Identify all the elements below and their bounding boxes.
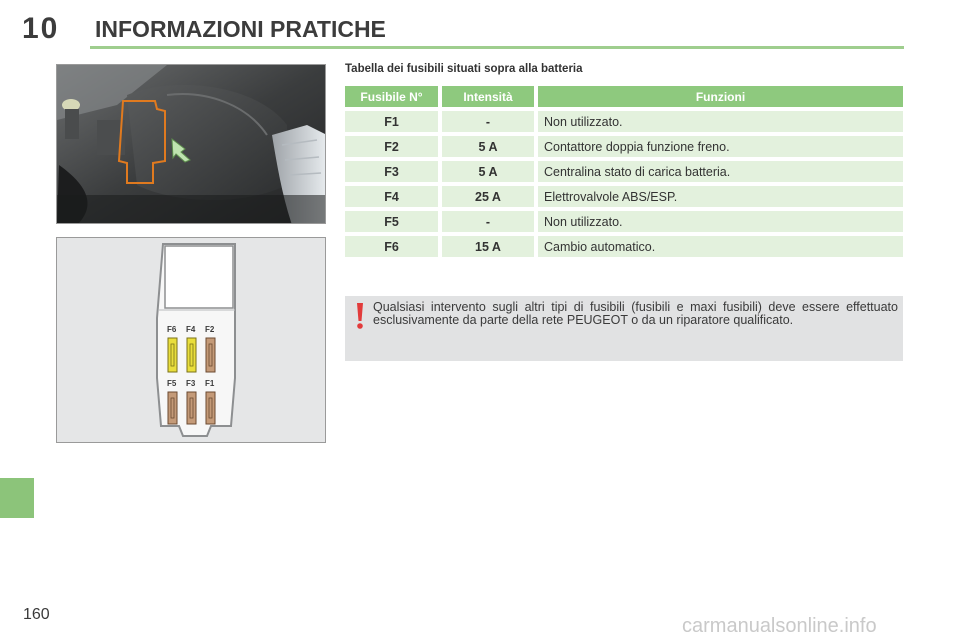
table-row [345, 136, 903, 157]
fuse-label-top-right: F2 [205, 325, 215, 334]
fuse-f3 [187, 392, 196, 424]
column-header-function: Funzioni [534, 86, 903, 107]
fuse-function: Non utilizzato. [534, 211, 903, 232]
warning-box [345, 296, 903, 361]
fuse-label-bottom-middle: F3 [186, 379, 196, 388]
fuse-label-top-middle: F4 [186, 325, 196, 334]
fuse-f1 [206, 392, 215, 424]
exclamation-icon [355, 302, 365, 330]
fuse-function: Elettrovalvole ABS/ESP. [534, 186, 903, 207]
fuse-number: F1 [345, 111, 438, 132]
fuse-table [345, 86, 903, 257]
table-row [345, 111, 903, 132]
fuse-amps: 15 A [438, 236, 534, 257]
fuse-label-bottom-left: F5 [167, 379, 177, 388]
fuse-amps: 5 A [438, 161, 534, 182]
fuse-f4 [187, 338, 196, 372]
chapter-side-tab [0, 478, 34, 518]
fuse-amps: - [438, 111, 534, 132]
fuse-box-diagram [56, 237, 326, 443]
column-header-fuse: Fusibile N° [345, 86, 438, 107]
table-row [345, 186, 903, 207]
fuse-amps: - [438, 211, 534, 232]
fuse-number: F2 [345, 136, 438, 157]
fuse-function: Contattore doppia funzione freno. [534, 136, 903, 157]
engine-bay-photo [56, 64, 326, 224]
table-row [345, 161, 903, 182]
fuse-amps: 5 A [438, 136, 534, 157]
warning-text: Qualsiasi intervento sugli altri tipi di fusibili (fusibili e maxi fusibili) deve essere effettuato esclusivamente da parte della rete PEUGEOT o da un riparatore qualificato. [373, 300, 898, 327]
engine-bay-illustration [57, 65, 326, 224]
fuse-box-illustration [57, 238, 326, 443]
fuse-number: F5 [345, 211, 438, 232]
chapter-title: INFORMAZIONI PRATICHE [95, 16, 386, 42]
column-header-amps: Intensità [438, 86, 534, 107]
fuse-amps: 25 A [438, 186, 534, 207]
fuse-number: F6 [345, 236, 438, 257]
fuse-f6 [168, 338, 177, 372]
fuse-function: Non utilizzato. [534, 111, 903, 132]
page-number: 160 [23, 606, 50, 623]
table-row [345, 211, 903, 232]
fuse-number: F4 [345, 186, 438, 207]
table-row [345, 236, 903, 257]
fuse-f5 [168, 392, 177, 424]
chapter-number: 10 [22, 12, 60, 45]
fuse-function: Centralina stato di carica batteria. [534, 161, 903, 182]
fuse-label-top-left: F6 [167, 325, 177, 334]
fuse-label-bottom-right: F1 [205, 379, 215, 388]
table-title: Tabella dei fusibili situati sopra alla batteria [345, 63, 583, 75]
header-rule [90, 46, 904, 49]
fuse-number: F3 [345, 161, 438, 182]
watermark: carmanualsonline.info [682, 615, 877, 637]
fuse-function: Cambio automatico. [534, 236, 903, 257]
table-header-row [345, 86, 903, 107]
fuse-f2 [206, 338, 215, 372]
